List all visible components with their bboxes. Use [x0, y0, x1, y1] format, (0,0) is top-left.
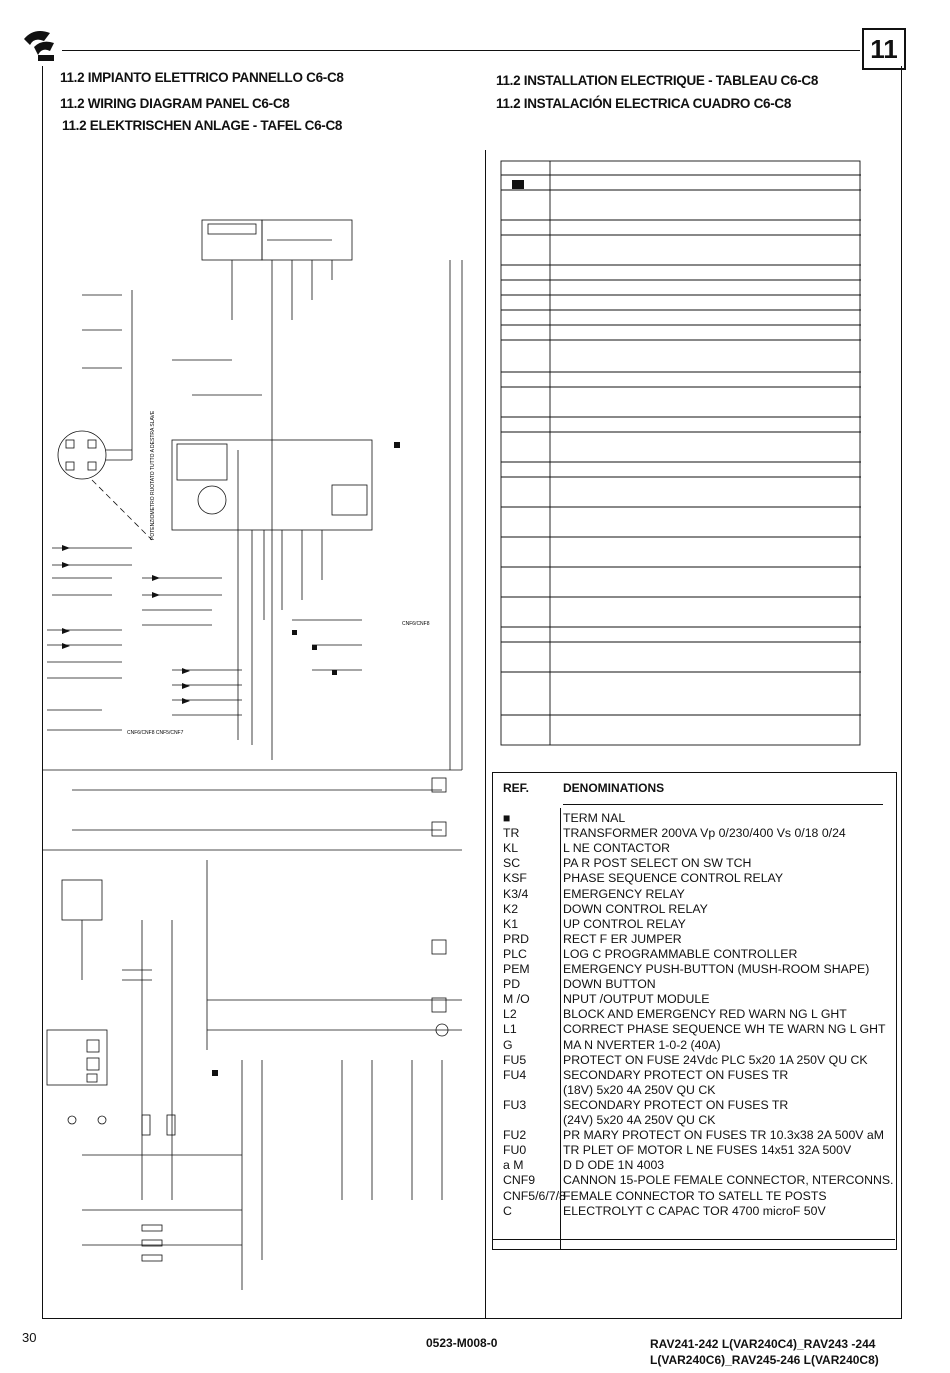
legend-description: DOWN CONTROL RELAY — [563, 901, 708, 916]
legend-column-rule — [560, 808, 561, 1249]
legend-description: D D ODE 1N 4003 — [563, 1158, 665, 1173]
model-line-2: L(VAR240C6)_RAV245-246 L(VAR240C8) — [650, 1353, 879, 1367]
legend-grid-blank — [500, 160, 862, 748]
satellite-connector-label-2: CNF6/CNF8 — [402, 621, 430, 627]
legend-ref: PEM — [503, 962, 530, 976]
legend-ref: CNF5/6/7/8 — [503, 1188, 566, 1203]
legend-ref: KSF — [503, 871, 527, 886]
legend-ref: PRD — [503, 931, 529, 946]
legend-description: TRANSFORMER 200VA Vp 0/230/400 Vs 0/18 0/24 — [563, 826, 846, 841]
legend-ref: C — [503, 1203, 512, 1218]
document-code: 0523-M008-0 — [426, 1336, 498, 1350]
legend-description: BLOCK AND EMERGENCY RED WARN NG L GHT — [563, 1007, 847, 1022]
legend-ref: PLC — [503, 946, 527, 961]
legend-description: UP CONTROL RELAY — [563, 916, 686, 931]
legend-description: CORRECT PHASE SEQUENCE WH TE WARN NG L GHT — [563, 1022, 886, 1037]
legend-description: (24V) 5x20 4A 250V QU CK — [563, 1113, 716, 1127]
legend-ref: FU0 — [503, 1143, 527, 1158]
legend-description: PR MARY PROTECT ON FUSES TR 10.3x38 2A 500V aM — [563, 1128, 884, 1143]
legend-description: MA N NVERTER 1-0-2 (40A) — [563, 1037, 721, 1052]
legend-description: PA R POST SELECT ON SW TCH — [563, 856, 752, 871]
satellite-connector-label-1: CNF6/CNF8 CNF5/CNF7 — [127, 730, 184, 736]
legend-ref: FU4 — [503, 1067, 527, 1082]
legend-description: RECT F ER JUMPER — [563, 931, 682, 946]
legend-ref: ■ — [503, 811, 511, 825]
legend-description: FEMALE CONNECTOR TO SATELL TE POSTS — [563, 1188, 827, 1203]
legend-ref-header: REF. — [503, 781, 530, 795]
legend-description: DOWN BUTTON — [563, 977, 656, 992]
header-rule — [62, 50, 860, 51]
legend-ref: FU2 — [503, 1128, 527, 1143]
legend-ref: CNF9 — [503, 1173, 536, 1188]
potentiometer-label: POTENZIOMETRO RUOTATO TUTTO A DESTRA SLAVE — [150, 410, 156, 540]
wiring-diagram — [42, 200, 482, 1310]
legend-ref: FU5 — [503, 1052, 527, 1067]
legend-denom-header: DENOMINATIONS — [563, 781, 665, 795]
legend-table — [492, 772, 897, 1250]
legend-description: L NE CONTACTOR — [563, 841, 671, 856]
title-es: 11.2 INSTALACIÓN ELECTRICA CUADRO C6-C8 — [496, 96, 792, 111]
legend-ref: K2 — [503, 901, 519, 916]
legend-bottom-rule — [493, 1239, 895, 1240]
legend-ref: L1 — [503, 1022, 517, 1037]
legend-description: SECONDARY PROTECT ON FUSES TR — [563, 1097, 789, 1112]
legend-description: PROTECT ON FUSE 24Vdc PLC 5x20 1A 250V QU CK — [563, 1052, 868, 1067]
legend-description: PHASE SEQUENCE CONTROL RELAY — [563, 871, 784, 886]
legend-ref: G — [503, 1037, 513, 1052]
legend-description: CANNON 15-POLE FEMALE CONNECTOR, NTERCONNS. — [563, 1173, 894, 1188]
brand-logo — [20, 25, 62, 65]
legend-ref: FU3 — [503, 1097, 527, 1112]
legend-ref: PD — [503, 977, 521, 992]
legend-ref: a M — [503, 1158, 524, 1173]
legend-description: SECONDARY PROTECT ON FUSES TR — [563, 1067, 789, 1082]
model-line-1: RAV241-242 L(VAR240C4)_RAV243 -244 — [650, 1337, 876, 1351]
legend-ref: K1 — [503, 916, 519, 931]
legend-header-rule — [563, 804, 883, 805]
legend-description: NPUT /OUTPUT MODULE — [563, 992, 710, 1007]
legend-ref: SC — [503, 856, 521, 871]
legend-description: EMERGENCY RELAY — [563, 886, 685, 901]
legend-ref: L2 — [503, 1007, 517, 1022]
title-fr: 11.2 INSTALLATION ELECTRIQUE - TABLEAU C6-C8 — [496, 73, 819, 88]
legend-ref: K3/4 — [503, 886, 529, 901]
column-divider — [485, 150, 486, 1319]
title-it: 11.2 IMPIANTO ELETTRICO PANNELLO C6-C8 — [60, 70, 344, 85]
model-list — [650, 1336, 879, 1368]
page-number: 30 — [22, 1330, 37, 1345]
legend-ref: TR — [503, 826, 520, 841]
legend-description: TERM NAL — [563, 811, 626, 825]
legend-description: ELECTROLYT C CAPAC TOR 4700 microF 50V — [563, 1203, 826, 1218]
legend-description: LOG C PROGRAMMABLE CONTROLLER — [563, 946, 798, 961]
title-en: 11.2 WIRING DIAGRAM PANEL C6-C8 — [60, 96, 290, 111]
title-de: 11.2 ELEKTRISCHEN ANLAGE - TAFEL C6-C8 — [62, 118, 343, 133]
legend-ref: M /O — [503, 992, 530, 1007]
chapter-number: 11 — [862, 28, 906, 70]
legend-description: (18V) 5x20 4A 250V QU CK — [563, 1082, 716, 1097]
legend-description: TR PLET OF MOTOR L NE FUSES 14x51 32A 500V — [563, 1143, 852, 1158]
legend-ref: KL — [503, 841, 519, 856]
legend-description: EMERGENCY PUSH-BUTTON (MUSH-ROOM SHAPE) — [563, 962, 870, 976]
